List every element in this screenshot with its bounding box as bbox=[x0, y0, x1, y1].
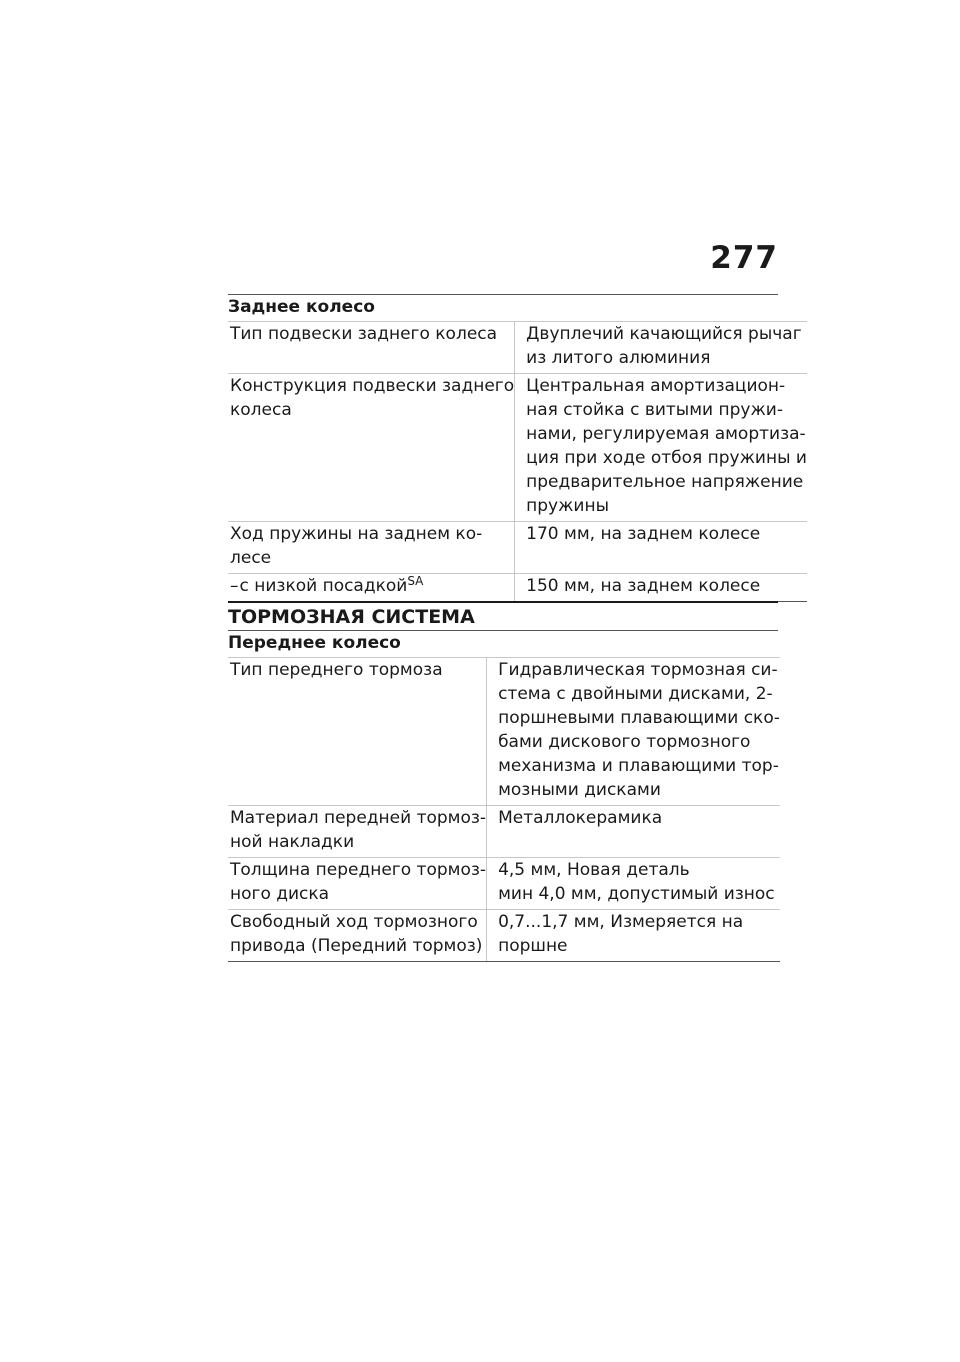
table-row bbox=[228, 658, 780, 806]
spec-label: Тип подвески заднего колеса bbox=[228, 322, 515, 374]
section-title: ТОРМОЗНАЯ СИСТЕМА bbox=[228, 601, 778, 630]
spec-value: Гидравлическая тормозная си- стема с двойными дисками, 2- поршневыми плавающими ско- бами дискового тормозного механизма и плавающими тор- мозными дисками bbox=[487, 658, 780, 806]
front-wheel-table bbox=[228, 657, 780, 962]
brake-system-section bbox=[228, 601, 778, 962]
table-row bbox=[228, 806, 780, 858]
spec-value: 4,5 мм, Новая деталь мин 4,0 мм, допустимый износ bbox=[487, 858, 780, 910]
spec-label: Свободный ход тормозного привода (Передний тормоз) bbox=[228, 910, 487, 962]
spec-value: 0,7...1,7 мм, Измеряется на поршне bbox=[487, 910, 780, 962]
spec-label: Ход пружины на заднем ко- лесе bbox=[228, 522, 515, 574]
table-row bbox=[228, 910, 780, 962]
spec-label: Конструкция подвески заднего колеса bbox=[228, 374, 515, 522]
spec-value: Центральная амортизацион- ная стойка с витыми пружи- нами, регулируемая амортиза- ция при ходе отбоя пружины и предварительное напряжение пружины bbox=[515, 374, 807, 522]
spec-value: 170 мм, на заднем колесе bbox=[515, 522, 807, 574]
table-row bbox=[228, 858, 780, 910]
spec-label: –с низкой посадкой$^{SA}$ bbox=[228, 574, 515, 602]
table-row bbox=[228, 322, 807, 374]
front-wheel-heading: Переднее колесо bbox=[228, 630, 778, 657]
rear-wheel-heading: Заднее колесо bbox=[228, 294, 778, 321]
spec-value: Двуплечий качающийся рычаг из литого алюминия bbox=[515, 322, 807, 374]
spec-value: 150 мм, на заднем колесе bbox=[515, 574, 807, 602]
spec-label: Тип переднего тормоза bbox=[228, 658, 487, 806]
table-row bbox=[228, 522, 807, 574]
spec-label: Материал передней тормоз- ной накладки bbox=[228, 806, 487, 858]
table-row bbox=[228, 574, 807, 602]
spec-value: Металлокерамика bbox=[487, 806, 780, 858]
rear-wheel-table bbox=[228, 321, 807, 602]
rear-wheel-section bbox=[228, 294, 807, 602]
spec-label: Толщина переднего тормоз- ного диска bbox=[228, 858, 487, 910]
sa-badge: SA bbox=[407, 574, 424, 588]
page-number: 277 bbox=[710, 240, 778, 276]
dash-marker: – bbox=[230, 576, 239, 596]
table-row bbox=[228, 374, 807, 522]
